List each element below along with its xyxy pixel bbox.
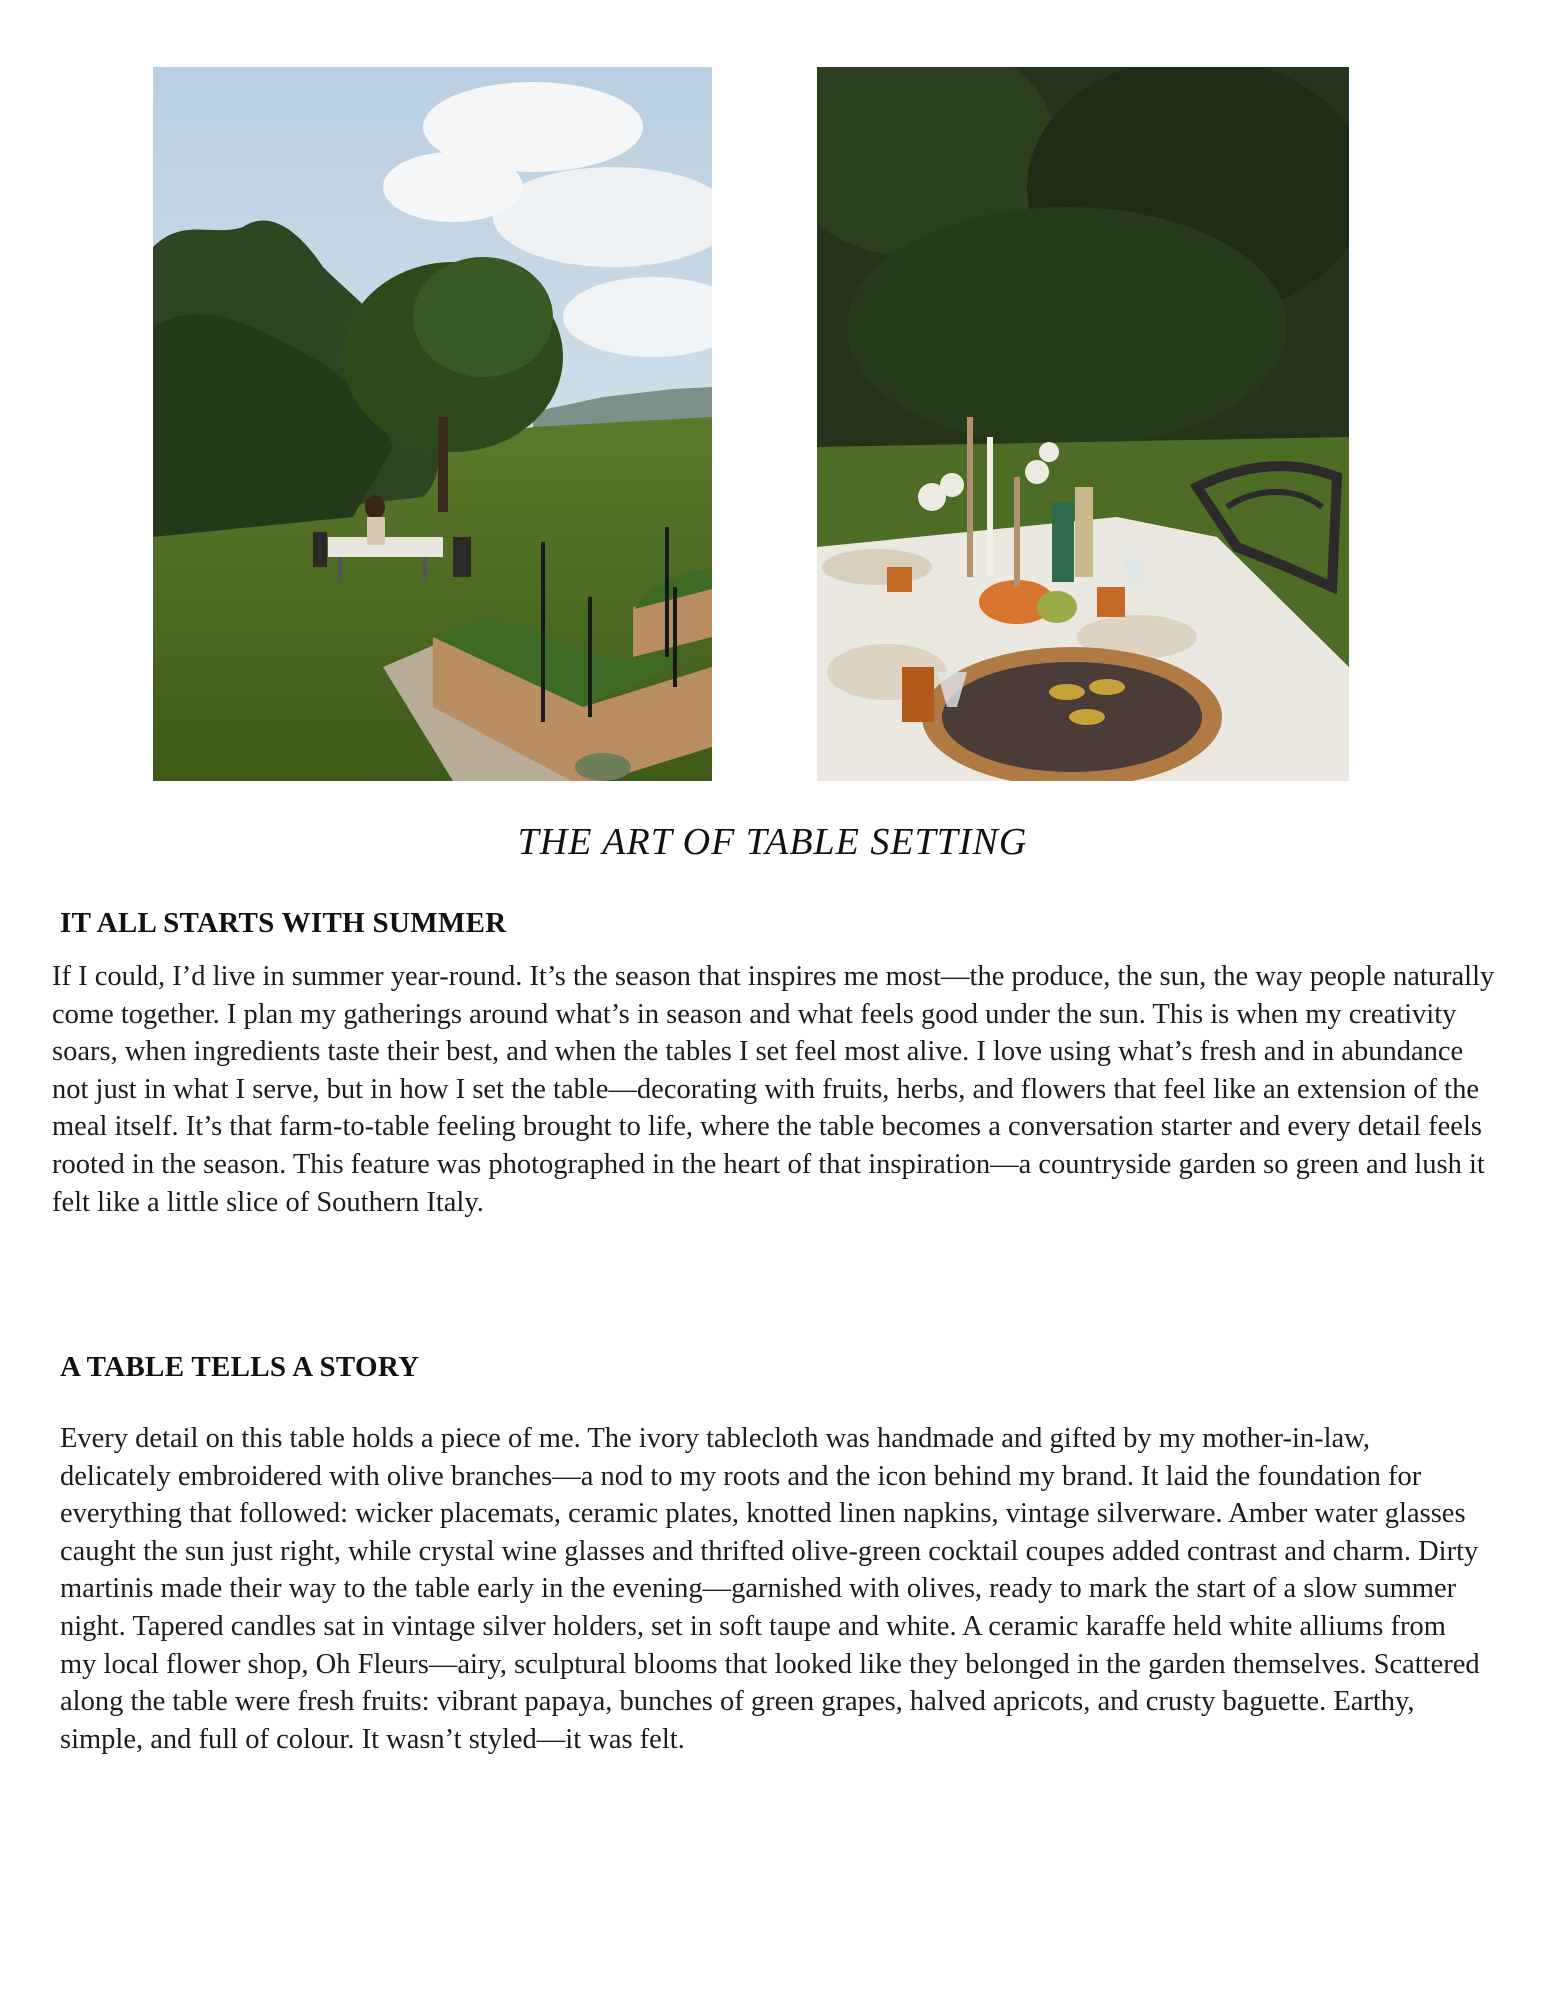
page-title: THE ART OF TABLE SETTING <box>517 821 1028 863</box>
section-heading-summer: IT ALL STARTS WITH SUMMER <box>60 907 507 939</box>
section-heading-story: A TABLE TELLS A STORY <box>60 1351 420 1383</box>
garden-table-photo <box>153 67 712 781</box>
table-setting-photo <box>817 67 1349 781</box>
section-body-summer: If I could, I’d live in summer year-round. It’s the season that inspires me most—the produce, the sun, the way people naturally come together. I plan my gatherings around what’s in season and what feels good under the sun. This is when my creativity soars, when ingredients taste their best, and when the tables I set feel most alive. I love using what’s fresh and in abundance not just in what I serve, but in how I set the table—decorating with fruits, herbs, and flowers that feel like an extension of the meal itself. It’s that farm-to-table feeling brought to life, where the table becomes a conversation starter and every detail feels rooted in the season. This feature was photographed in the heart of that inspiration—a countryside garden so green and lush it felt like a little slice of Southern Italy. <box>52 961 1495 1218</box>
section-body-story: Every detail on this table holds a piece of me. The ivory tablecloth was handmade and gifted by my mother-in-law, delicately embroidered with olive branches—a nod to my roots and the icon behind my brand. It laid the foundation for everything that followed: wicker placemats, ceramic plates, knotted linen napkins, vintage silverware. Amber water glasses caught the sun just right, while crystal wine glasses and thrifted olive-green cocktail coupes added contrast and charm. Dirty martinis made their way to the table early in the evening—garnished with olives, ready to mark the start of a slow summer night. Tapered candles sat in vintage silver holders, set in soft taupe and white. A ceramic karaffe held white alliums from my local flower shop, Oh Fleurs—airy, sculptural blooms that looked like they belonged in the garden themselves. Scattered along the table were fresh fruits: vibrant papaya, bunches of green grapes, halved apricots, and crusty baguette. Earthy, simple, and full of colour. It wasn’t styled—it was felt. <box>60 1423 1480 1755</box>
